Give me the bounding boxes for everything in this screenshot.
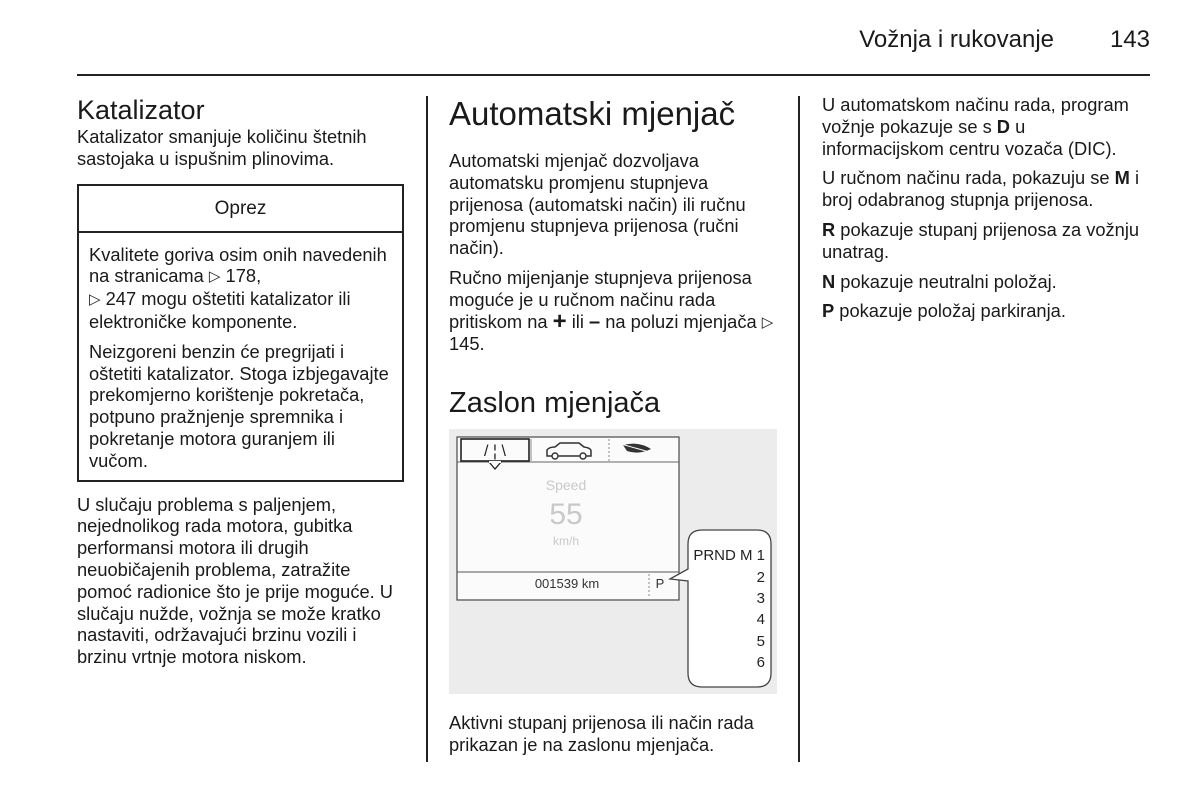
transmission-intro: Automatski mjenjač dozvoljava automatsku promjenu stupnjeva prijenosa (automatski način) ili ručnu promjenu stupnjeva prijenosa (ručni način). xyxy=(449,150,746,259)
page-reference-icon: ▷ xyxy=(89,291,101,309)
reverse-symbol: R xyxy=(822,218,836,240)
gear-display-illustration xyxy=(449,429,777,694)
manual-shift-text: Ručno mijenjanje stupnjeva prijenosa moguće je u ručnom načinu rada pritiskom na xyxy=(449,266,752,332)
gear-number: 2 xyxy=(756,569,765,586)
manual-symbol: M xyxy=(1114,167,1130,189)
page-reference-link[interactable]: 178 xyxy=(225,265,257,287)
park-symbol: P xyxy=(822,300,835,322)
page-reference-link[interactable]: 247 xyxy=(105,288,137,310)
catalyst-problems-paragraph: U slučaju problema s paljenjem, nejednolikog rada motora, gubitka performansi motora ili drugih neuobičajenih problema, zatražite pomoć radionice što je prije moguće. U slučaju nužde, vožnja se može kratko nastaviti, održavajući brzinu vozili i brzinu vrtnje motora niskom. xyxy=(77,493,394,668)
column-gear-modes xyxy=(822,94,1152,322)
gear-number: 3 xyxy=(756,590,765,607)
manual-shift-text: . xyxy=(479,333,485,355)
speed-unit: km/h xyxy=(552,534,580,548)
odometer-reading: 001539 km xyxy=(534,576,600,591)
caution-body xyxy=(79,233,402,480)
mode-text: U ručnom načinu rada, pokazuju se xyxy=(822,167,1115,189)
gear-display-svg xyxy=(449,429,777,694)
automatic-mode-paragraph xyxy=(822,94,1152,159)
section-title: Vožnja i rukovanje xyxy=(859,26,1054,53)
column-divider-left xyxy=(426,96,428,762)
gear-number: 5 xyxy=(756,633,765,650)
speed-value: 55 xyxy=(549,498,583,531)
catalyst-intro: Katalizator smanjuje količinu štetnih sastojaka u ispušnim plinovima. xyxy=(77,126,367,169)
gear-number: 6 xyxy=(756,654,765,671)
drive-symbol: D xyxy=(996,115,1010,137)
caution-text: mogu oštetiti katalizator ili elektroničke komponente. xyxy=(89,288,351,332)
heading-gear-display: Zaslon mjenjača xyxy=(449,387,661,419)
page-reference-icon: ▷ xyxy=(208,268,221,286)
caution-paragraph-1 xyxy=(89,244,394,333)
page-reference-icon: ▷ xyxy=(761,313,774,331)
caution-paragraph-2: Neizgoreni benzin će pregrijati i oštetiti katalizator. Stoga izbjegavajte prekomjerno korištenje pokretača, potpuno pražnjenje spremnika i pokretanje motora guranjem ili vučom. xyxy=(89,340,389,471)
column-catalyst xyxy=(77,94,407,668)
gear-number: 4 xyxy=(756,611,765,628)
road-icon: / ¦ \ xyxy=(484,443,506,460)
manual-shift-text: na poluzi mjenjača xyxy=(600,310,762,332)
mode-text: pokazuje položaj parkiranja. xyxy=(834,300,1066,322)
page-number: 143 xyxy=(1109,26,1150,53)
speed-label: Speed xyxy=(545,477,587,493)
figure-caption: Aktivni stupanj prijenosa ili način rada prikazan je na zaslonu mjenjača. xyxy=(449,712,754,755)
manual-shift-text: ili xyxy=(566,310,589,332)
column-divider-right xyxy=(798,96,800,762)
column-automatic-transmission xyxy=(449,94,784,355)
park-paragraph xyxy=(822,300,1152,322)
plus-symbol: + xyxy=(552,307,567,335)
manual-shift-paragraph xyxy=(449,267,784,355)
caution-box xyxy=(77,184,404,482)
mode-text: U automatskom načinu rada, program vožnje pokazuje se s xyxy=(822,94,1129,137)
mode-text: pokazuje neutralni položaj. xyxy=(835,270,1057,292)
mode-text: u informacijskom centru vozača (DIC). xyxy=(822,115,1117,159)
neutral-symbol: N xyxy=(822,270,836,292)
caution-title: Oprez xyxy=(79,186,402,233)
mode-text: i broj odabranog stupnja prijenosa. xyxy=(822,167,1140,211)
mode-text: pokazuje stupanj prijenosa za vožnju unatrag. xyxy=(822,218,1140,262)
heading-automatic-transmission: Automatski mjenjač xyxy=(449,95,736,132)
neutral-paragraph xyxy=(822,271,1152,293)
header-rule xyxy=(77,74,1150,76)
gear-indicator: P xyxy=(655,576,665,591)
gear-row-label: PRND M 1 xyxy=(693,547,765,564)
page-reference-link[interactable]: 145 xyxy=(449,333,480,355)
caution-text: , xyxy=(256,265,262,287)
heading-catalyst: Katalizator xyxy=(77,95,205,125)
caution-text: Kvalitete goriva osim onih navedenih na stranicama xyxy=(89,243,387,287)
manual-mode-paragraph xyxy=(822,167,1152,211)
reverse-paragraph xyxy=(822,219,1152,263)
minus-symbol: – xyxy=(589,310,601,333)
